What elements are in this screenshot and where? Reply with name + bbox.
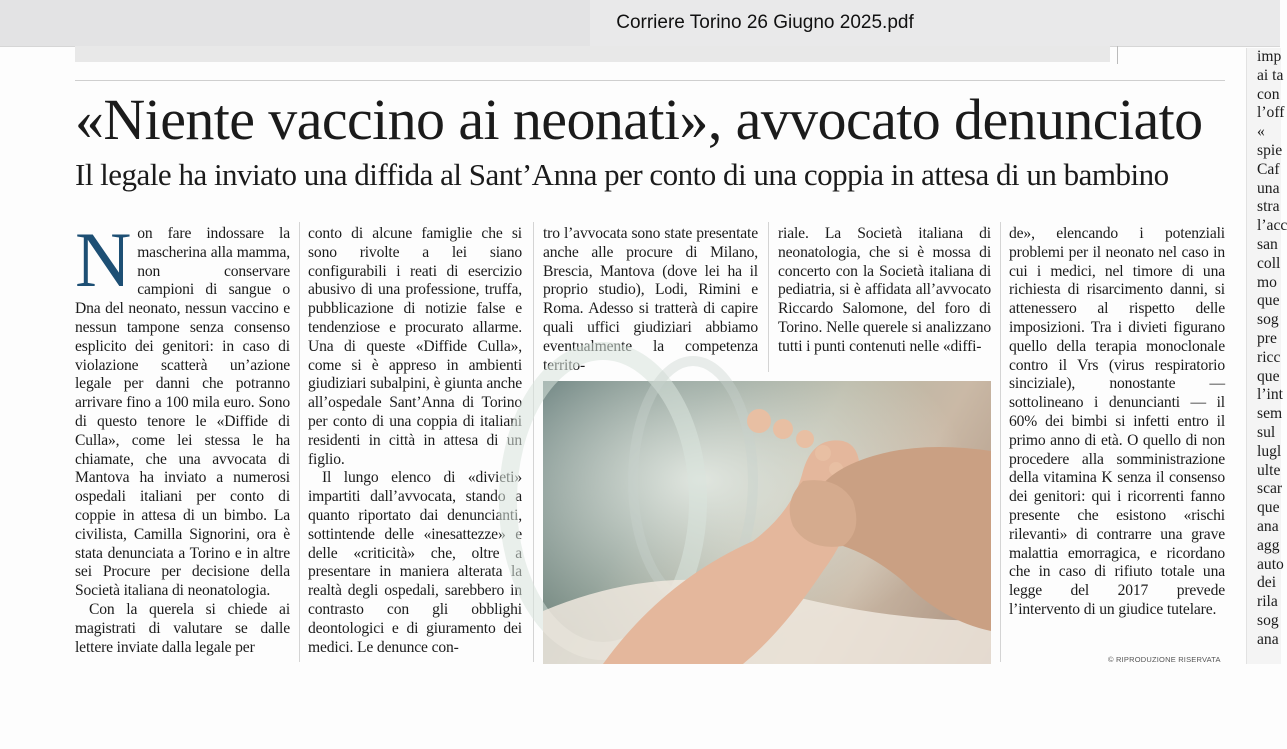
article-column-1	[75, 216, 290, 657]
article-top-rule	[75, 80, 1225, 81]
adjacent-text-fragment: mo	[1257, 273, 1277, 291]
adjacent-text-fragment: «	[1257, 123, 1265, 141]
column-2-paragraph-2: Il lungo elenco di «divieti» impartiti dall’avvocata, stando a quanto riportato dai denuncianti, sottintende delle «inesattezze» e delle «criticità» che, oltre a presentare in maniera alterata la realtà degli ospedali, sarebbero in contrasto con gli obblighi deontologici e di giuramento dei medici. Le denunce con-	[308, 469, 522, 656]
column-1-paragraph-1: on fare indossare la mascherina alla mamma, non conservare campioni di sangue o Dna del neonato, nessun vaccino e nessun tampone senza consenso esplicito dei genitori: in caso di violazione scatterà un’azione legale per danni che potranno arrivare fino a 100 mila euro. Sono di questo tenore le «Diffide di Culla», come lei stessa le ha chiamate, che una avvocata di Mantova ha inviato a numerosi ospedali italiani per conto di coppie in attesa di un bimbo. La civilista, Camilla Signorini, ora è stata denunciata a Torino e in altre sei Procure per decisione della Società italiana di neonatologia.	[75, 225, 290, 600]
adjacent-text-fragment: agg	[1257, 536, 1280, 554]
column-divider	[768, 222, 769, 372]
adjacent-text-fragment: imp	[1257, 48, 1282, 65]
column-3-paragraph-1: tro l’avvocata sono state presentate anche alle procure di Milano, Brescia, Mantova (dove lei ha il proprio studio), Lodi, Rimini e Roma. Adesso si tratterà di capire quali uffici giudiziari abbiamo eventualmente la competenza territo-	[543, 225, 758, 374]
adjacent-article-column	[1246, 48, 1287, 664]
copyright-note: © RIPRODUZIONE RISERVATA	[1108, 655, 1221, 664]
article-column-4	[778, 225, 991, 357]
adjacent-text-fragment: rila	[1257, 593, 1278, 611]
adjacent-text-fragment: coll	[1257, 254, 1281, 272]
article-headline: «Niente vaccino ai neonati», avvocato denunciato	[75, 87, 1203, 152]
adjacent-text-fragment: sem	[1257, 405, 1283, 423]
column-1-paragraph-2: Con la querela si chiede ai magistrati di valutare se dalle lettere inviate dalla legale per	[75, 600, 290, 656]
adjacent-text-fragment: ana	[1257, 517, 1279, 535]
adjacent-text-fragment: pre	[1257, 329, 1277, 347]
adjacent-text-fragment: l’int	[1257, 386, 1283, 404]
adjacent-text-fragment: sog	[1257, 611, 1279, 629]
drop-cap: N	[75, 216, 132, 303]
photo-illustration	[543, 381, 991, 664]
adjacent-text-fragment: sul	[1257, 423, 1276, 441]
adjacent-text-fragment: una	[1257, 179, 1280, 197]
column-divider	[1000, 222, 1001, 662]
adjacent-text-fragment: que	[1257, 367, 1280, 385]
adjacent-text-fragment: Caf	[1257, 160, 1280, 178]
column-2-paragraph-1: conto di alcune famiglie che si sono rivolte a lei siano configurabili i reati di esercizio abusivo di una professione, truffa, pubblicazione di notizie false e tendenziose e procurato allarme. Una di queste «Diffide Culla», come si è appreso in ambienti giudiziari subalpini, è giunta anche all’ospedale Sant’Anna di Torino per conto di una coppia di italiani residenti in città in attesa di un figlio.	[308, 225, 522, 468]
previous-article-strip	[75, 46, 1110, 62]
adjacent-text-fragment: ricc	[1257, 348, 1281, 366]
adjacent-text-fragment: l’acc	[1257, 217, 1287, 235]
column-divider	[299, 222, 300, 662]
strip-divider	[1117, 46, 1118, 64]
adjacent-text-fragment: auto	[1257, 555, 1284, 573]
column-4-paragraph-1: riale. La Società italiana di neonatologia, che si è mossa di concerto con la Società italiana di pediatria, si è affidata all’avvocato Riccardo Salomone, del foro di Torino. Nelle querele si analizzano tutti i punti contenuti nelle «diffi-	[778, 225, 991, 355]
adjacent-text-fragment: ulte	[1257, 461, 1281, 479]
adjacent-text-fragment: spie	[1257, 141, 1283, 159]
adjacent-text-fragment: ana	[1257, 630, 1279, 648]
adjacent-text-fragment: ai ta	[1257, 66, 1284, 84]
adjacent-text-fragment: sog	[1257, 311, 1279, 329]
adjacent-text-fragment: l’off	[1257, 104, 1285, 122]
adjacent-text-fragment: que	[1257, 292, 1280, 310]
article-column-5	[1009, 225, 1225, 620]
file-title: Corriere Torino 26 Giugno 2025.pdf	[616, 12, 914, 33]
column-5-paragraph-1: de», elencando i potenziali problemi per il neonato nel caso in cui i medici, nel timore di una richiesta di risarcimento danni, si attenessero al rispetto delle imposizioni. Tra i divieti figurano quello della terapia monoclonale contro il Vrs (virus respiratorio sinciziale), nonostante — sottolineano i denuncianti — il 60% dei bimbi si infetti entro il primo anno di età. O quello di non procedere alla somministrazione della vitamina K senza il consenso dei genitori: qui i ricorrenti fanno presente che esistono «rischi rilevanti» di contrarre una grave malattia emorragica, e ricordano che in caso di rifiuto totale una legge del 2017 prevede l’intervento di un giudice tutelare.	[1009, 225, 1225, 618]
adjacent-text-fragment: que	[1257, 499, 1280, 517]
newborn-foot-photo	[543, 381, 991, 664]
adjacent-text-fragment: con	[1257, 85, 1280, 103]
adjacent-text-fragment: dei	[1257, 574, 1277, 592]
adjacent-text-fragment: san	[1257, 235, 1278, 253]
article-column-2	[308, 225, 522, 657]
adjacent-text-fragment: stra	[1257, 198, 1280, 216]
viewer-titlebar	[0, 0, 1280, 47]
adjacent-text-fragment: scar	[1257, 480, 1283, 498]
adjacent-text-fragment: lugl	[1257, 442, 1282, 460]
article-subheadline: Il legale ha inviato una diffida al Sant’Anna per conto di una coppia in attesa di un bambino	[75, 157, 1169, 192]
